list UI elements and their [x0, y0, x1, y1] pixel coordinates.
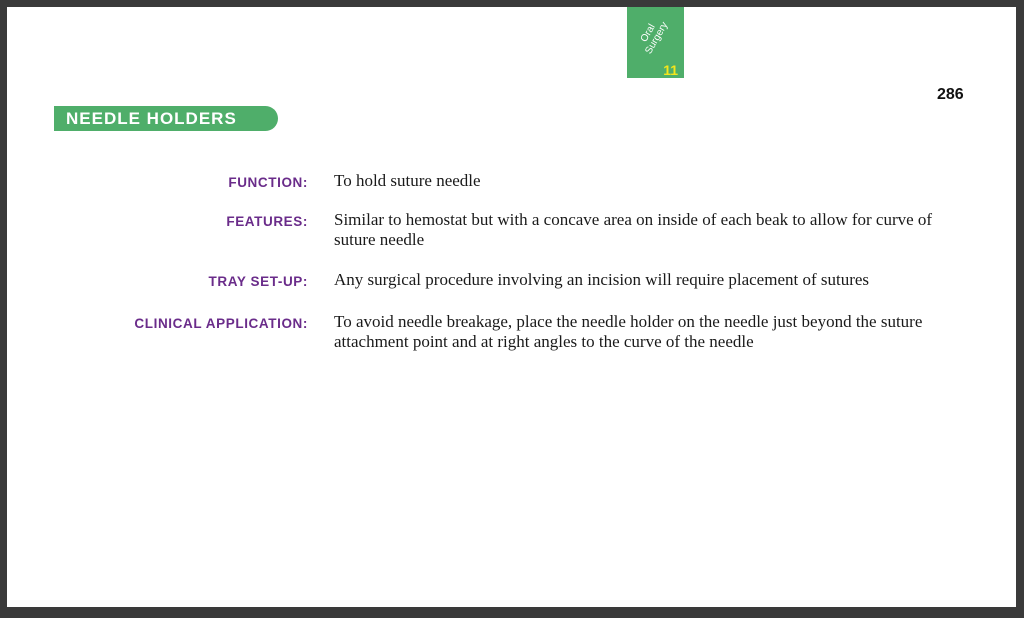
- row-label: FEATURES:: [226, 214, 308, 229]
- chapter-number: 11: [663, 62, 678, 78]
- document-page: [7, 7, 1016, 607]
- row-label: FUNCTION:: [228, 175, 308, 190]
- row-value: Similar to hemostat but with a concave area on inside of each beak to allow for curve of suture needle: [334, 210, 933, 249]
- row-label: CLINICAL APPLICATION:: [134, 316, 308, 331]
- chapter-tab: [627, 7, 684, 78]
- row-value: To avoid needle breakage, place the needle holder on the needle just beyond the suture attachment point and at right angles to the curve of the needle: [334, 312, 923, 351]
- row-value: Any surgical procedure involving an incision will require placement of sutures: [334, 270, 870, 289]
- row-label: TRAY SET-UP:: [208, 274, 308, 289]
- section-title: NEEDLE HOLDERS: [54, 106, 278, 131]
- page-number: 286: [937, 86, 964, 103]
- chapter-name: Oral Surgery: [638, 20, 671, 57]
- row-value: To hold suture needle: [334, 171, 481, 190]
